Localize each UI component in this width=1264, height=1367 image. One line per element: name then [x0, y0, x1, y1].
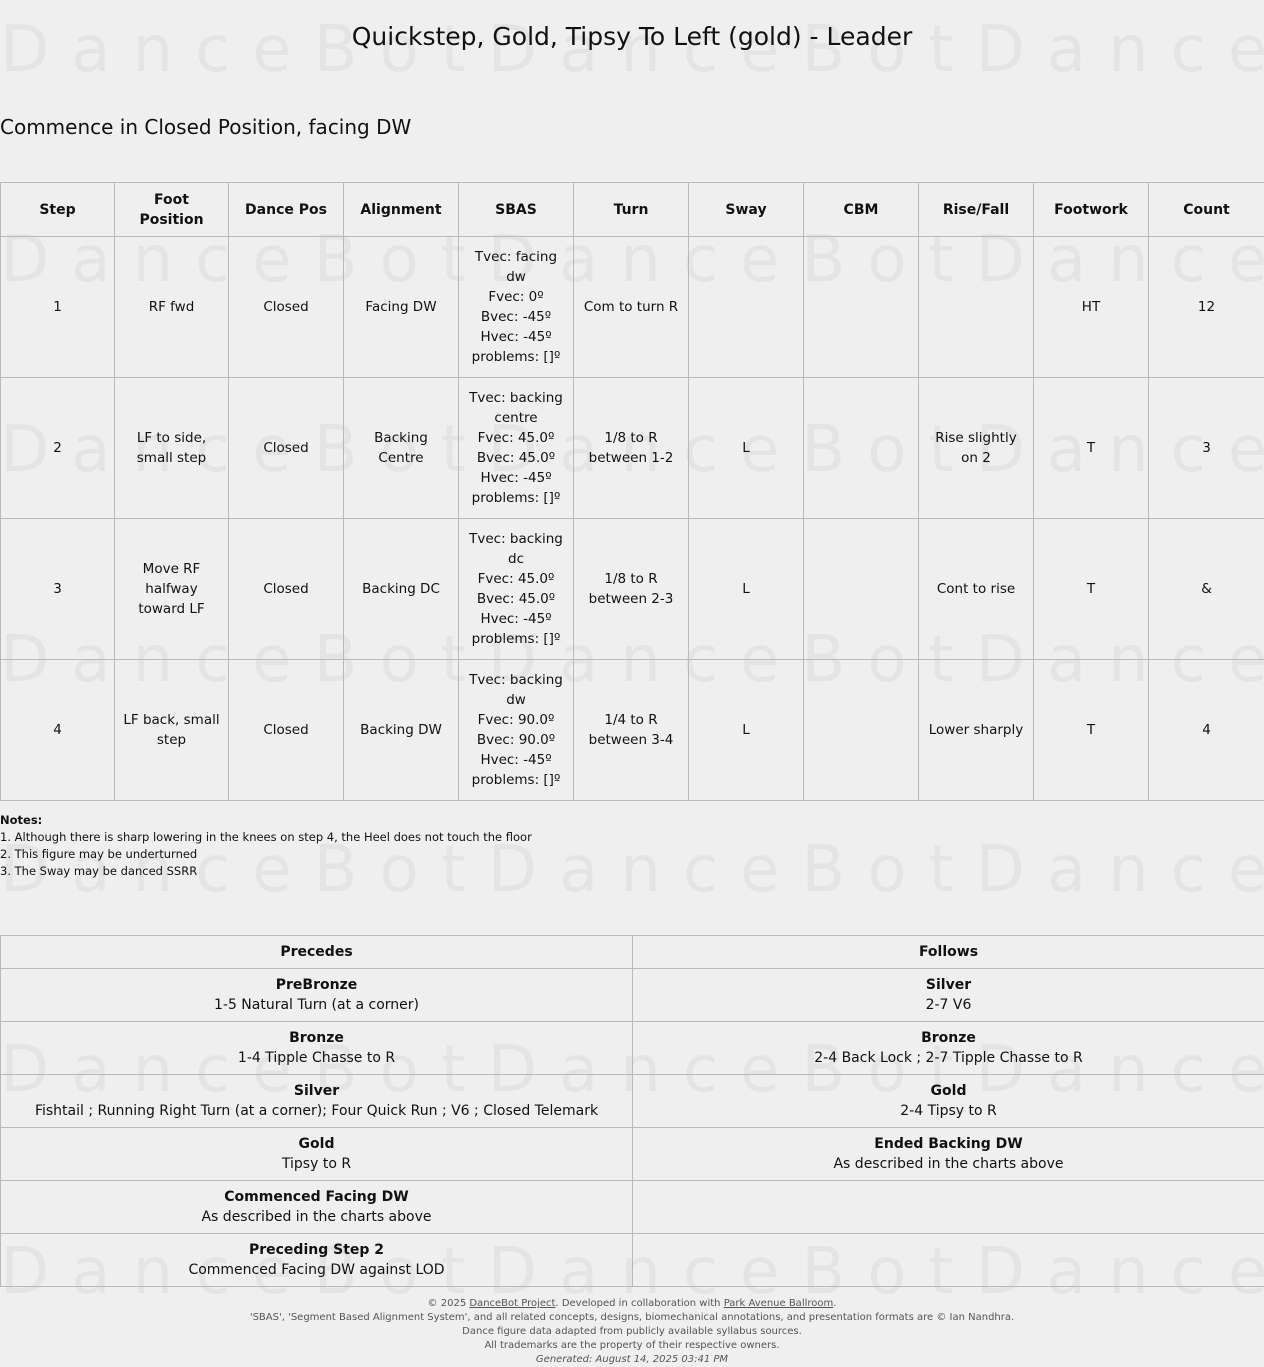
cell-foot-position: RF fwd [115, 237, 229, 378]
footer-copyright-prefix: © 2025 [427, 1298, 470, 1309]
cell-count: 12 [1149, 237, 1264, 378]
sbas-line: Bvec: 90.0º [476, 732, 556, 748]
cell-dance-pos: Closed [229, 519, 344, 660]
follows-cell [633, 1181, 1264, 1234]
sbas-line: Tvec: backing dw [469, 672, 563, 708]
cell-cbm [804, 660, 919, 801]
cell-foot-position: LF back, small step [115, 660, 229, 801]
table-row [1, 378, 1264, 519]
cell-turn: 1/8 to R between 2-3 [574, 519, 689, 660]
sbas-line: problems: []º [471, 772, 561, 788]
cell-alignment: Backing DC [344, 519, 459, 660]
cell-alignment: Backing Centre [344, 378, 459, 519]
steps-body [1, 237, 1264, 801]
relation-figures: Fishtail ; Running Right Turn (at a corner); Four Quick Run ; V6 ; Closed Telemark [34, 1103, 599, 1119]
footer-generated: Generated: August 14, 2025 03:41 PM [535, 1354, 729, 1365]
follows-cell [633, 969, 1264, 1022]
precedes-cell [1, 969, 633, 1022]
cell-step: 1 [1, 237, 115, 378]
steps-header-row [1, 183, 1264, 237]
relation-figures: Tipsy to R [281, 1156, 352, 1172]
precedes-cell [1, 1234, 633, 1287]
column-header: Alignment [344, 183, 459, 237]
table-row [1, 237, 1264, 378]
sbas-line: Bvec: 45.0º [476, 450, 556, 466]
relation-level: Preceding Step 2 [248, 1242, 385, 1258]
relations-row [1, 969, 1264, 1022]
relation-figures: 1-5 Natural Turn (at a corner) [213, 997, 420, 1013]
cell-alignment: Facing DW [344, 237, 459, 378]
sbas-line: Hvec: -45º [480, 329, 552, 345]
relation-figures: 2-7 V6 [925, 997, 972, 1013]
relation-level: PreBronze [275, 977, 358, 993]
relation-level: Gold [298, 1136, 335, 1152]
cell-sbas [459, 519, 574, 660]
cell-sway: L [689, 519, 804, 660]
precedes-cell [1, 1128, 633, 1181]
cell-step: 4 [1, 660, 115, 801]
follows-header: Follows [633, 936, 1264, 969]
cell-turn: Com to turn R [574, 237, 689, 378]
footer [0, 1297, 1264, 1367]
cell-footwork: T [1034, 378, 1149, 519]
precedes-cell [1, 1181, 633, 1234]
sbas-line: Bvec: -45º [480, 309, 552, 325]
cell-count: 3 [1149, 378, 1264, 519]
footer-sbas-line: 'SBAS', 'Segment Based Alignment System', and all related concepts, designs, biomechanical annotations, and presentation formats are © Ian Nandhra. [249, 1312, 1015, 1323]
sbas-line: problems: []º [471, 490, 561, 506]
sbas-line: Hvec: -45º [480, 470, 552, 486]
sbas-line: Fvec: 45.0º [477, 430, 555, 446]
column-header: Sway [689, 183, 804, 237]
park-avenue-ballroom-link[interactable]: Park Avenue Ballroom [723, 1298, 834, 1309]
relations-body [1, 969, 1264, 1287]
column-header: Dance Pos [229, 183, 344, 237]
cell-rise-fall: Lower sharply [919, 660, 1034, 801]
page-title: Quickstep, Gold, Tipsy To Left (gold) - Leader [351, 22, 913, 51]
relation-figures: 2-4 Back Lock ; 2-7 Tipple Chasse to R [814, 1050, 1083, 1066]
cell-footwork: T [1034, 660, 1149, 801]
sbas-line: Fvec: 90.0º [477, 712, 555, 728]
precedes-cell [1, 1075, 633, 1128]
cell-rise-fall [919, 237, 1034, 378]
note-item: 1. Although there is sharp lowering in the knees on step 4, the Heel does not touch the floor [0, 830, 532, 844]
steps-table [0, 182, 1264, 801]
cell-sbas [459, 378, 574, 519]
relation-figures: Commenced Facing DW against LOD [188, 1262, 445, 1278]
sbas-line: Tvec: backing dc [469, 531, 563, 567]
follows-cell [633, 1128, 1264, 1181]
relation-figures: As described in the charts above [833, 1156, 1064, 1172]
relation-figures: As described in the charts above [201, 1209, 432, 1225]
relations-table [0, 935, 1264, 1287]
cell-cbm [804, 237, 919, 378]
sbas-line: problems: []º [471, 631, 561, 647]
sbas-line: Fvec: 45.0º [477, 571, 555, 587]
follows-cell [633, 1234, 1264, 1287]
cell-alignment: Backing DW [344, 660, 459, 801]
cell-foot-position: Move RF halfway toward LF [115, 519, 229, 660]
cell-rise-fall: Cont to rise [919, 519, 1034, 660]
cell-sway: L [689, 660, 804, 801]
cell-sbas [459, 237, 574, 378]
cell-footwork: HT [1034, 237, 1149, 378]
sbas-line: Hvec: -45º [480, 611, 552, 627]
column-header: Count [1149, 183, 1264, 237]
relation-level: Gold [930, 1083, 967, 1099]
column-header: CBM [804, 183, 919, 237]
relation-level: Silver [925, 977, 972, 993]
follows-cell [633, 1022, 1264, 1075]
cell-step: 2 [1, 378, 115, 519]
cell-turn: 1/4 to R between 3-4 [574, 660, 689, 801]
column-header: SBAS [459, 183, 574, 237]
relations-row [1, 1128, 1264, 1181]
sbas-line: Bvec: 45.0º [476, 591, 556, 607]
column-header: Foot Position [115, 183, 229, 237]
sbas-line: problems: []º [471, 349, 561, 365]
cell-footwork: T [1034, 519, 1149, 660]
follows-cell [633, 1075, 1264, 1128]
cell-dance-pos: Closed [229, 378, 344, 519]
dancebot-project-link[interactable]: DanceBot Project [469, 1298, 556, 1309]
relation-level: Commenced Facing DW [224, 1189, 409, 1205]
relation-level: Silver [293, 1083, 340, 1099]
cell-dance-pos: Closed [229, 660, 344, 801]
cell-count: 4 [1149, 660, 1264, 801]
cell-foot-position: LF to side, small step [115, 378, 229, 519]
sbas-line: Tvec: facing dw [474, 249, 558, 285]
relation-level: Bronze [921, 1030, 976, 1046]
relation-level: Bronze [289, 1030, 344, 1046]
table-row [1, 519, 1264, 660]
relation-figures: 2-4 Tipsy to R [900, 1103, 997, 1119]
cell-sbas [459, 660, 574, 801]
column-header: Step [1, 183, 115, 237]
relations-row [1, 1022, 1264, 1075]
relation-level: Ended Backing DW [874, 1136, 1023, 1152]
cell-count: & [1149, 519, 1264, 660]
footer-collab-text: . Developed in collaboration with [555, 1298, 724, 1309]
cell-sway: L [689, 378, 804, 519]
relations-row [1, 1234, 1264, 1287]
column-header: Rise/Fall [919, 183, 1034, 237]
column-header: Turn [574, 183, 689, 237]
notes-section [0, 812, 532, 880]
precedes-header: Precedes [1, 936, 633, 969]
column-header: Footwork [1034, 183, 1149, 237]
sbas-line: Tvec: backing centre [469, 390, 563, 426]
sbas-line: Hvec: -45º [480, 752, 552, 768]
cell-dance-pos: Closed [229, 237, 344, 378]
relations-header-row [1, 936, 1264, 969]
relations-row [1, 1181, 1264, 1234]
sbas-line: Fvec: 0º [488, 289, 544, 305]
cell-cbm [804, 519, 919, 660]
commence-heading: Commence in Closed Position, facing DW [0, 115, 412, 139]
relations-row [1, 1075, 1264, 1128]
footer-collab-end: . [833, 1298, 837, 1309]
note-item: 3. The Sway may be danced SSRR [0, 864, 198, 878]
precedes-cell [1, 1022, 633, 1075]
note-item: 2. This figure may be underturned [0, 847, 198, 861]
footer-copyright-line [0, 1297, 1264, 1311]
relation-figures: 1-4 Tipple Chasse to R [237, 1050, 396, 1066]
notes-title: Notes: [0, 813, 43, 827]
cell-cbm [804, 378, 919, 519]
footer-source-line: Dance figure data adapted from publicly available syllabus sources. [462, 1326, 802, 1337]
footer-trademark-line: All trademarks are the property of their respective owners. [484, 1340, 780, 1351]
cell-step: 3 [1, 519, 115, 660]
cell-sway [689, 237, 804, 378]
cell-turn: 1/8 to R between 1-2 [574, 378, 689, 519]
table-row [1, 660, 1264, 801]
cell-rise-fall: Rise slightly on 2 [919, 378, 1034, 519]
